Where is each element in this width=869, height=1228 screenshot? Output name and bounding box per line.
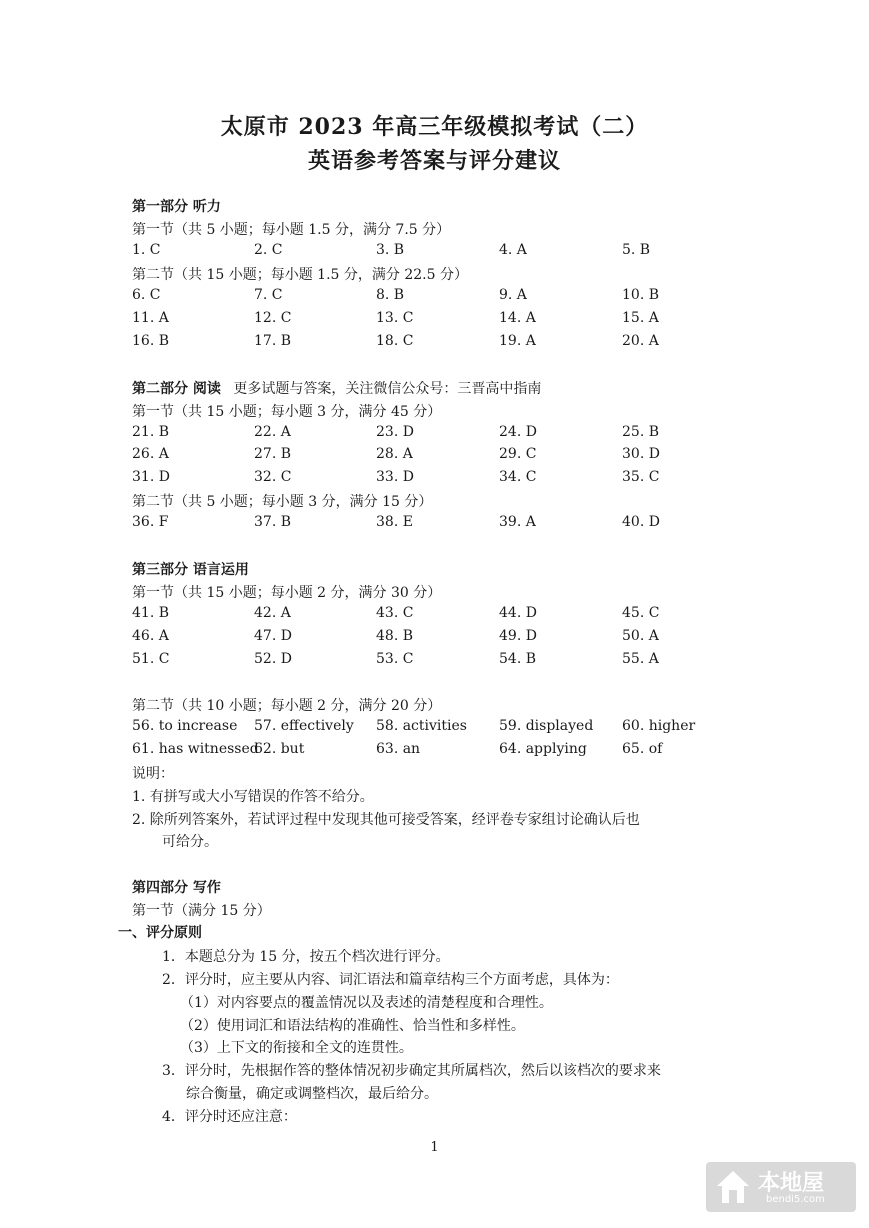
answer-row xyxy=(132,333,772,353)
part2-section2-heading: 第二节（共 5 小题；每小题 3 分，满分 15 分） xyxy=(132,494,433,510)
answer-cell: 52. D xyxy=(254,651,292,667)
answer-cell: 53. C xyxy=(376,651,414,667)
answer-cell: 26. A xyxy=(132,446,169,462)
note-item: 2. 除所列答案外，若试评过程中发现其他可接受答案，经评卷专家组讨论确认后也 xyxy=(132,812,640,828)
answer-row xyxy=(132,628,772,648)
answer-cell: 28. A xyxy=(376,446,413,462)
answer-cell: 14. A xyxy=(499,310,536,326)
answer-row xyxy=(132,741,772,761)
answer-cell: 46. A xyxy=(132,628,169,644)
answer-cell: 62. but xyxy=(254,741,305,757)
part2-heading-line xyxy=(132,378,541,398)
answer-cell: 51. C xyxy=(132,651,170,667)
principle-subitem: （2）使用词汇和语法结构的准确性、恰当性和多样性。 xyxy=(180,1018,525,1034)
answer-cell: 43. C xyxy=(376,605,414,621)
answer-cell: 56. to increase xyxy=(132,718,238,734)
answer-row xyxy=(132,310,772,330)
answer-cell: 32. C xyxy=(254,469,292,485)
answer-cell: 8. B xyxy=(376,287,405,303)
answer-cell: 60. higher xyxy=(622,718,696,734)
answer-cell: 41. B xyxy=(132,605,170,621)
answer-cell: 22. A xyxy=(254,424,291,440)
answer-cell: 9. A xyxy=(499,287,527,303)
exam-title: 太原市 2023 年高三年级模拟考试（二） xyxy=(220,114,649,140)
answer-cell: 54. B xyxy=(499,651,537,667)
answer-cell: 2. C xyxy=(254,242,283,258)
answer-cell: 35. C xyxy=(622,469,660,485)
part2-heading: 第二部分 阅读 xyxy=(132,381,221,397)
answer-cell: 17. B xyxy=(254,333,292,349)
answer-cell: 58. activities xyxy=(376,718,467,734)
principle-item: 1．本题总分为 15 分，按五个档次进行评分。 xyxy=(162,949,450,965)
answer-cell: 21. B xyxy=(132,424,170,440)
answer-cell: 30. D xyxy=(622,446,660,462)
part4-section1-heading: 第一节（满分 15 分） xyxy=(132,903,271,919)
answer-cell: 15. A xyxy=(622,310,659,326)
answer-row xyxy=(132,651,772,671)
part4-heading: 第四部分 写作 xyxy=(132,880,221,896)
answer-cell: 50. A xyxy=(622,628,659,644)
part3-section2-heading: 第二节（共 10 小题；每小题 2 分，满分 20 分） xyxy=(132,698,442,714)
answer-cell: 34. C xyxy=(499,469,537,485)
answer-cell: 4. A xyxy=(499,242,527,258)
answer-cell: 7. C xyxy=(254,287,283,303)
part3-section1-heading: 第一节（共 15 小题；每小题 2 分，满分 30 分） xyxy=(132,585,442,601)
answer-row xyxy=(132,718,772,738)
answer-row xyxy=(132,287,772,307)
answer-cell: 24. D xyxy=(499,424,537,440)
answer-cell: 5. B xyxy=(622,242,651,258)
answer-cell: 11. A xyxy=(132,310,169,326)
answer-cell: 6. C xyxy=(132,287,161,303)
answer-cell: 37. B xyxy=(254,514,292,530)
answer-cell: 65. of xyxy=(622,741,663,757)
answer-cell: 64. applying xyxy=(499,741,587,757)
answer-cell: 20. A xyxy=(622,333,659,349)
answer-cell: 18. C xyxy=(376,333,414,349)
part3-heading: 第三部分 语言运用 xyxy=(132,562,249,578)
answer-row xyxy=(132,242,772,262)
answer-cell: 49. D xyxy=(499,628,537,644)
answer-cell: 33. D xyxy=(376,469,414,485)
part1-section2-heading: 第二节（共 15 小题；每小题 1.5 分，满分 22.5 分） xyxy=(132,267,468,283)
answer-row xyxy=(132,469,772,489)
answer-cell: 19. A xyxy=(499,333,536,349)
answer-cell: 23. D xyxy=(376,424,414,440)
answer-row xyxy=(132,424,772,444)
answer-row xyxy=(132,446,772,466)
answer-cell: 29. C xyxy=(499,446,537,462)
part1-heading: 第一部分 听力 xyxy=(132,199,221,215)
house-icon xyxy=(714,1168,752,1206)
answer-cell: 39. A xyxy=(499,514,536,530)
note-item: 可给分。 xyxy=(162,834,218,850)
watermark-url: bendi5.com xyxy=(766,1194,825,1205)
answer-cell: 61. has witnessed xyxy=(132,741,259,757)
part2-section1-heading: 第一节（共 15 小题；每小题 3 分，满分 45 分） xyxy=(132,404,442,420)
answer-row xyxy=(132,605,772,625)
answer-cell: 36. F xyxy=(132,514,169,530)
principle-item: 3．评分时，先根据作答的整体情况初步确定其所属档次，然后以该档次的要求来 xyxy=(162,1063,661,1079)
principle-item-continued: 综合衡量，确定或调整档次，最后给分。 xyxy=(186,1086,438,1102)
answer-cell: 40. D xyxy=(622,514,660,530)
answer-cell: 38. E xyxy=(376,514,413,530)
answer-cell: 45. C xyxy=(622,605,660,621)
promo-text: 更多试题与答案，关注微信公众号：三晋高中指南 xyxy=(233,381,542,397)
principle-item: 2．评分时，应主要从内容、词汇语法和篇章结构三个方面考虑，具体为： xyxy=(162,972,619,988)
principle-subitem: （3）上下文的衔接和全文的连贯性。 xyxy=(180,1040,413,1056)
note-item: 1. 有拼写或大小写错误的作答不给分。 xyxy=(132,789,374,805)
watermark-logo xyxy=(706,1162,856,1212)
principles-heading: 一、评分原则 xyxy=(118,925,202,941)
answer-cell: 59. displayed xyxy=(499,718,594,734)
answer-cell: 27. B xyxy=(254,446,292,462)
answer-cell: 31. D xyxy=(132,469,170,485)
answer-cell: 47. D xyxy=(254,628,292,644)
principle-item: 4．评分时还应注意： xyxy=(162,1109,297,1125)
answer-cell: 16. B xyxy=(132,333,170,349)
answer-cell: 3. B xyxy=(376,242,405,258)
answer-cell: 57. effectively xyxy=(254,718,354,734)
exam-subtitle: 英语参考答案与评分建议 xyxy=(307,148,561,174)
page-number: 1 xyxy=(430,1140,439,1155)
answer-cell: 13. C xyxy=(376,310,414,326)
watermark-name: 本地屋 xyxy=(758,1171,825,1196)
answer-cell: 42. A xyxy=(254,605,291,621)
answer-cell: 48. B xyxy=(376,628,414,644)
answer-cell: 10. B xyxy=(622,287,660,303)
principle-subitem: （1）对内容要点的覆盖情况以及表述的清楚程度和合理性。 xyxy=(180,995,553,1011)
part1-section1-heading: 第一节（共 5 小题；每小题 1.5 分，满分 7.5 分） xyxy=(132,222,451,238)
answer-cell: 1. C xyxy=(132,242,161,258)
answer-cell: 63. an xyxy=(376,741,421,757)
answer-cell: 44. D xyxy=(499,605,537,621)
answer-cell: 55. A xyxy=(622,651,659,667)
answer-cell: 12. C xyxy=(254,310,292,326)
answer-cell: 25. B xyxy=(622,424,660,440)
notes-label: 说明： xyxy=(132,766,174,782)
answer-row xyxy=(132,514,772,534)
